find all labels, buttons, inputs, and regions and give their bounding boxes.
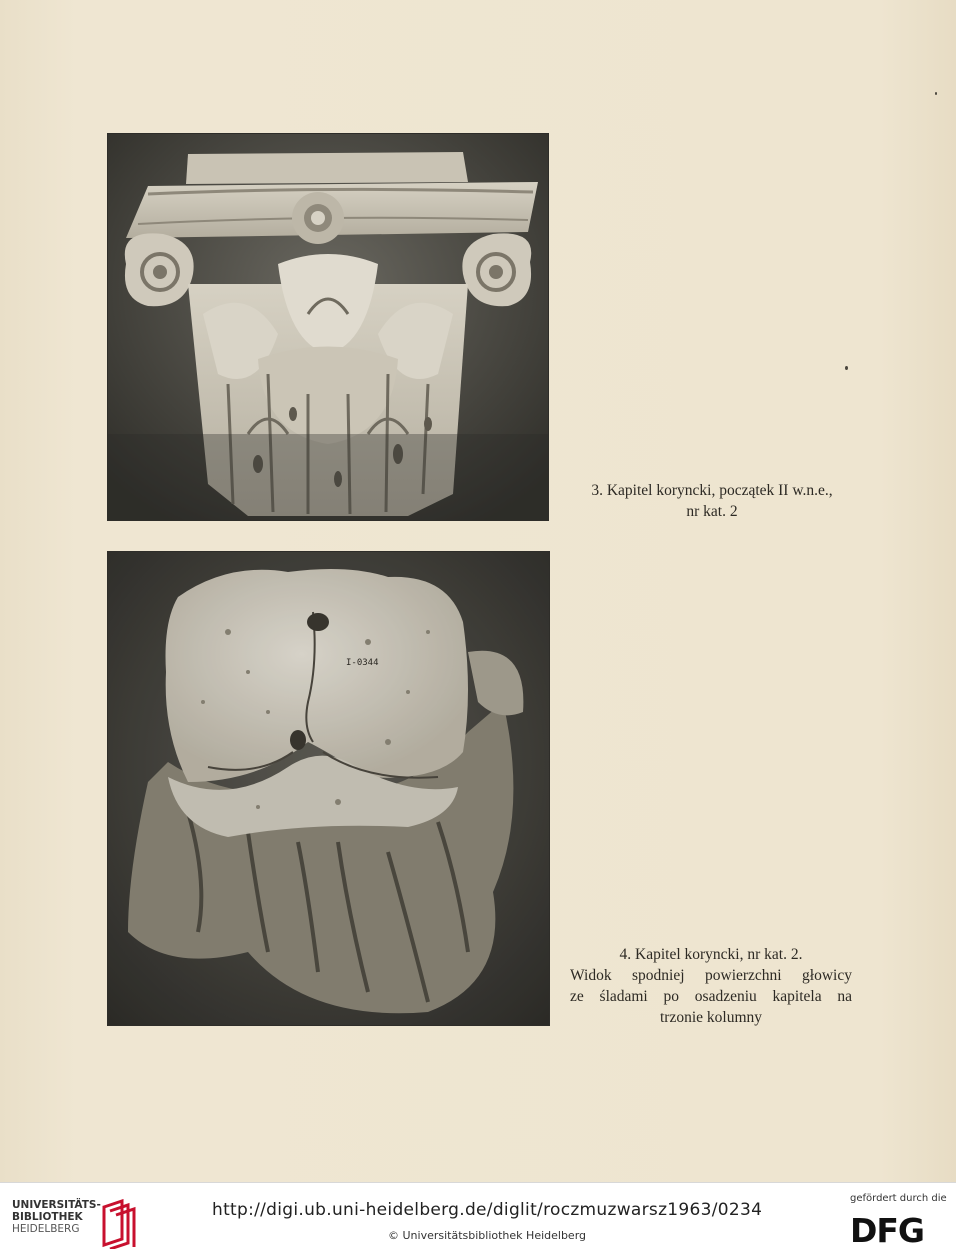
caption-line: 3. Kapitel koryncki, początek II w.n.e., <box>591 482 833 499</box>
digitization-footer <box>0 1182 956 1255</box>
dfg-funder-logo[interactable] <box>850 1193 945 1249</box>
permalink-url[interactable]: http://digi.ub.uni-heidelberg.de/diglit/roczmuzwarsz1963/0234 <box>212 1200 763 1220</box>
paper-speck <box>935 92 937 95</box>
photo-capital-underside-view <box>108 552 549 1025</box>
object-inventory-label: I-0344 <box>346 658 379 668</box>
caption-plate-3 <box>570 480 854 522</box>
dfg-logo-icon: DFG <box>850 1211 925 1250</box>
capital-side-illustration <box>108 134 548 520</box>
caption-plate-4 <box>570 944 852 1028</box>
funder-label: gefördert durch die <box>850 1193 947 1204</box>
photo-capital-side-view <box>108 134 548 520</box>
library-name: UNIVERSITÄTS- BIBLIOTHEK HEIDELBERG <box>12 1199 101 1235</box>
caption-line: Widok spodniej powierzchni głowicy <box>570 967 852 984</box>
caption-line: nr kat. 2 <box>686 503 738 520</box>
paper-speck <box>845 366 848 370</box>
caption-line: ze śladami po osadzeniu kapitela na <box>570 988 852 1005</box>
library-emblem-icon <box>100 1199 140 1249</box>
university-library-logo[interactable] <box>12 1199 142 1249</box>
copyright-notice: © Universitätsbibliothek Heidelberg <box>388 1229 587 1242</box>
caption-line: trzonie kolumny <box>659 1009 763 1026</box>
capital-underside-illustration <box>108 552 549 1025</box>
caption-line: 4. Kapitel koryncki, nr kat. 2. <box>619 946 803 963</box>
